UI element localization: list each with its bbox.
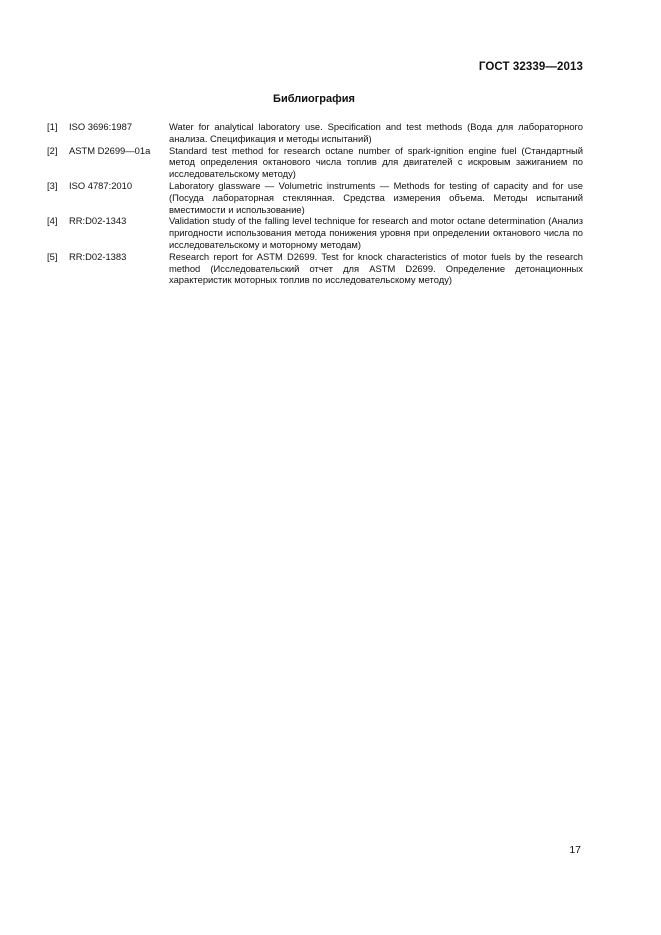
entry-code: RR:D02-1383 — [69, 250, 127, 262]
bibliography-entry — [47, 251, 583, 286]
entry-number: [2] — [47, 144, 58, 156]
entry-text: Research report for ASTM D2699. Test for knock characteristics of motor fuels by the research method (Исследовательский отчет для ASTM D2699. Определение детонационных характеристик моторных топлив по исследовательскому методу) — [169, 250, 583, 286]
entry-text: Validation study of the falling level technique for research and motor octane determination (Анализ пригодности использования метода понижения уровня при определении октанового числа по исследовательскому и моторному методам) — [169, 215, 583, 250]
bibliography-entry — [47, 145, 583, 180]
entry-text: Laboratory glassware — Volumetric instruments — Methods for testing of capacity and for use (Посуда лабораторная стеклянная. Средства измерения объема. Методы испытаний вместимости и использование) — [169, 179, 583, 215]
bibliography-entry — [47, 180, 583, 215]
entry-code: ISO 3696:1987 — [69, 121, 133, 132]
entry-text: Water for analytical laboratory use. Specification and test methods (Вода для лабораторного анализа. Спецификация и методы испытаний) — [169, 121, 583, 144]
entry-number: [1] — [47, 121, 58, 132]
entry-code: ISO 4787:2010 — [69, 179, 133, 191]
entry-number: [5] — [47, 250, 58, 262]
section-title: Библиография — [273, 93, 355, 105]
entry-code: RR:D02-1343 — [69, 215, 127, 227]
bibliography-list — [47, 121, 583, 286]
page-number: 17 — [569, 844, 581, 856]
entry-number: [4] — [47, 215, 58, 227]
bibliography-entry — [47, 215, 583, 250]
entry-number: [3] — [47, 179, 58, 191]
entry-text: Standard test method for research octane number of spark-ignition engine fuel (Стандартный метод определения октанового числа топлив для двигателей с искровым зажиганием по исследовательскому методу) — [169, 144, 583, 180]
document-code: ГОСТ 32339—2013 — [478, 61, 583, 73]
bibliography-entry — [47, 121, 583, 145]
entry-code: ASTM D2699—01a — [69, 144, 151, 156]
